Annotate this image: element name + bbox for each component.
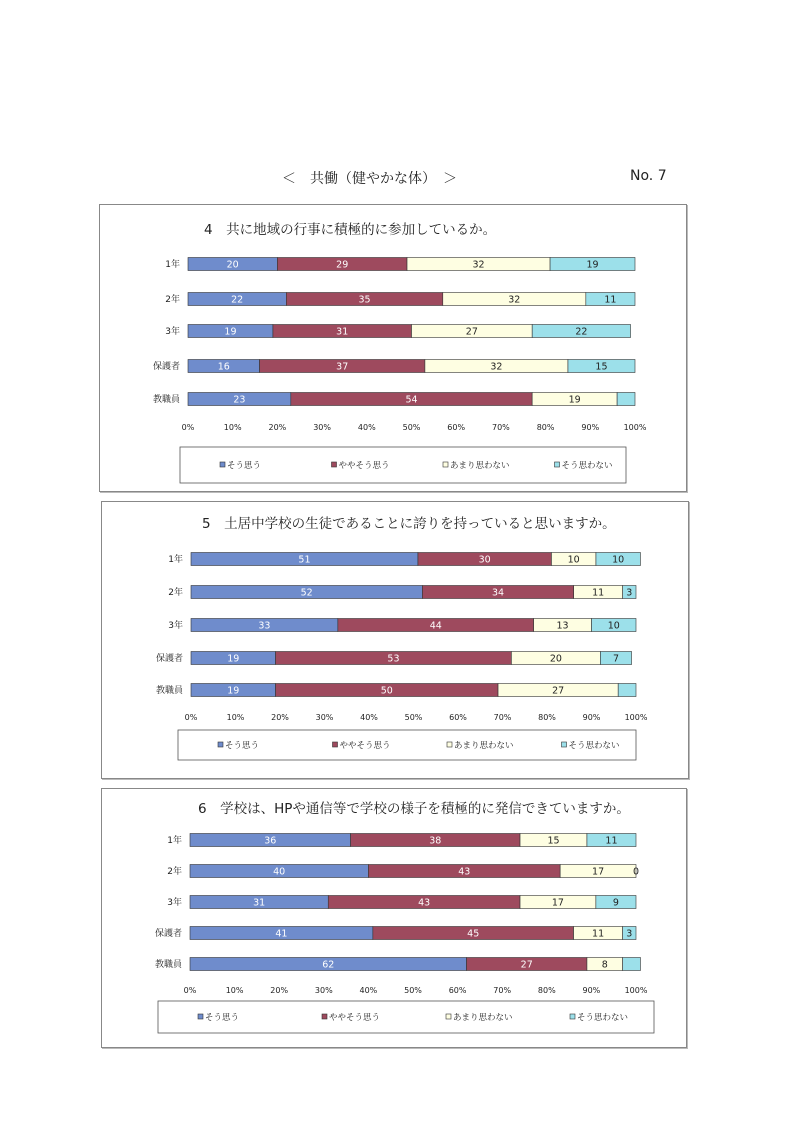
- x-tick-label: 70%: [492, 423, 510, 432]
- legend-swatch: [447, 742, 452, 747]
- x-tick-label: 20%: [271, 713, 289, 722]
- x-tick-label: 40%: [360, 713, 378, 722]
- data-label: 17: [551, 897, 564, 909]
- data-label: 23: [233, 394, 246, 406]
- data-label: 50: [380, 685, 393, 697]
- x-tick-label: 70%: [493, 986, 512, 995]
- category-label: 1年: [165, 260, 180, 270]
- data-label: 31: [253, 897, 266, 909]
- data-label: 35: [358, 294, 371, 306]
- legend-swatch: [562, 742, 567, 747]
- data-label: 15: [547, 835, 560, 847]
- x-tick-label: 80%: [536, 423, 555, 432]
- data-label: 36: [264, 835, 277, 847]
- legend-swatch: [198, 1014, 203, 1019]
- x-tick-label: 40%: [359, 986, 378, 995]
- bar-segment: [618, 684, 636, 697]
- legend-swatch: [332, 462, 337, 467]
- data-label: 3: [626, 587, 633, 599]
- data-label: 40: [273, 866, 286, 878]
- legend-swatch: [555, 462, 560, 467]
- category-label: 2年: [168, 588, 183, 598]
- x-tick-label: 60%: [449, 713, 467, 722]
- legend-label: そう思う: [227, 461, 262, 471]
- legend-swatch: [220, 462, 225, 467]
- data-label: 33: [258, 620, 271, 632]
- category-label: 3年: [168, 621, 183, 631]
- category-label: 保護者: [155, 654, 183, 664]
- category-label: 1年: [168, 555, 183, 565]
- chart-panel-q4: [99, 204, 687, 492]
- x-tick-label: 30%: [313, 423, 331, 432]
- data-label: 32: [490, 361, 503, 373]
- data-label: 45: [467, 928, 480, 940]
- data-label: 29: [336, 259, 349, 271]
- data-label: 19: [224, 326, 237, 338]
- chart-panel-q5: [101, 501, 689, 779]
- page-number: No. 7: [630, 168, 667, 184]
- data-label: 17: [592, 866, 605, 878]
- category-label: 2年: [167, 867, 182, 877]
- data-label: 34: [492, 587, 505, 599]
- x-tick-label: 50%: [402, 423, 421, 432]
- legend-label: あまり思わない: [450, 461, 510, 471]
- x-tick-label: 90%: [581, 423, 600, 432]
- x-tick-label: 60%: [447, 423, 466, 432]
- category-label: 2年: [165, 295, 180, 305]
- x-tick-label: 30%: [315, 713, 334, 722]
- legend-label: あまり思わない: [453, 1013, 513, 1023]
- chart-svg-q5: [102, 502, 688, 778]
- chart-title: 4 共に地域の行事に積極的に参加しているか。: [204, 222, 497, 238]
- legend-swatch: [446, 1014, 451, 1019]
- data-label: 10: [567, 554, 580, 566]
- data-label: 10: [612, 554, 625, 566]
- data-label: 8: [601, 959, 608, 971]
- data-label: 41: [275, 928, 288, 940]
- data-label: 7: [612, 653, 619, 665]
- category-label: 3年: [167, 898, 182, 908]
- data-label: 43: [458, 866, 471, 878]
- data-label: 19: [227, 653, 240, 665]
- x-tick-label: 10%: [225, 986, 244, 995]
- x-tick-label: 0%: [183, 986, 197, 995]
- data-label: 30: [478, 554, 491, 566]
- x-tick-label: 100%: [624, 986, 648, 995]
- category-label: 1年: [167, 836, 182, 846]
- legend-swatch: [333, 742, 338, 747]
- data-label: 53: [387, 653, 400, 665]
- legend-swatch: [443, 462, 448, 467]
- bar-segment: [623, 958, 641, 971]
- x-tick-label: 90%: [582, 986, 601, 995]
- legend-swatch: [570, 1014, 575, 1019]
- data-label: 20: [549, 653, 562, 665]
- data-label: 37: [336, 361, 349, 373]
- x-tick-label: 100%: [624, 713, 648, 722]
- data-label: 13: [556, 620, 569, 632]
- x-tick-label: 30%: [314, 986, 333, 995]
- x-tick-label: 50%: [404, 986, 422, 995]
- x-tick-label: 10%: [226, 713, 245, 722]
- data-label: 15: [595, 361, 608, 373]
- legend-swatch: [322, 1014, 327, 1019]
- legend-label: あまり思わない: [454, 741, 514, 751]
- data-label: 52: [300, 587, 313, 599]
- chart-panel-q6: [101, 788, 687, 1048]
- category-label: 教職員: [155, 686, 183, 696]
- data-label: 20: [226, 259, 239, 271]
- chart-svg-q4: [100, 205, 686, 491]
- data-label: 32: [472, 259, 485, 271]
- data-label: 11: [592, 587, 605, 599]
- chart-svg-q6: [102, 789, 686, 1047]
- data-label: 27: [520, 959, 533, 971]
- x-tick-label: 70%: [493, 713, 512, 722]
- legend-label: そう思わない: [577, 1013, 629, 1023]
- legend-label: そう思う: [205, 1013, 240, 1023]
- data-label: 22: [231, 294, 244, 306]
- chart-title: 6 学校は、HPや通信等で学校の様子を積極的に発信できていますか。: [198, 801, 630, 817]
- category-label: 保護者: [152, 362, 180, 372]
- legend-label: そう思う: [225, 741, 260, 751]
- x-tick-label: 60%: [448, 986, 467, 995]
- legend-swatch: [218, 742, 223, 747]
- data-label: 32: [508, 294, 521, 306]
- legend-label: そう思わない: [561, 461, 613, 471]
- chart-title: 5 土居中学校の生徒であることに誇りを持っていると思いますか。: [202, 516, 616, 532]
- data-label: 3: [626, 928, 633, 940]
- category-label: 3年: [165, 327, 180, 337]
- data-label: 54: [405, 394, 418, 406]
- bar-segment: [617, 393, 635, 406]
- data-label: 19: [227, 685, 240, 697]
- data-label: 31: [336, 326, 349, 338]
- data-label: 16: [217, 361, 230, 373]
- data-label: 27: [552, 685, 565, 697]
- x-tick-label: 0%: [184, 713, 198, 722]
- data-label: 27: [465, 326, 478, 338]
- legend-label: ややそう思う: [329, 1013, 381, 1023]
- x-tick-label: 0%: [181, 423, 195, 432]
- data-label: 11: [592, 928, 605, 940]
- data-label: 11: [604, 294, 617, 306]
- data-label: 0: [632, 866, 640, 878]
- data-label: 10: [607, 620, 620, 632]
- data-label: 9: [612, 897, 619, 909]
- x-tick-label: 20%: [270, 986, 289, 995]
- data-label: 51: [298, 554, 311, 566]
- data-label: 62: [322, 959, 335, 971]
- data-label: 38: [429, 835, 442, 847]
- data-label: 44: [429, 620, 442, 632]
- x-tick-label: 80%: [537, 986, 556, 995]
- category-label: 教職員: [152, 395, 180, 405]
- legend-label: ややそう思う: [338, 461, 390, 471]
- category-label: 保護者: [154, 929, 182, 939]
- x-tick-label: 80%: [538, 713, 556, 722]
- x-tick-label: 20%: [268, 423, 287, 432]
- legend-label: ややそう思う: [339, 741, 391, 751]
- data-label: 43: [418, 897, 431, 909]
- x-tick-label: 40%: [357, 423, 376, 432]
- page-header-title: ＜ 共働（健やかな体） ＞: [282, 171, 457, 187]
- x-tick-label: 90%: [582, 713, 601, 722]
- data-label: 22: [575, 326, 588, 338]
- x-tick-label: 100%: [623, 423, 647, 432]
- data-label: 11: [605, 835, 618, 847]
- x-tick-label: 50%: [404, 713, 423, 722]
- x-tick-label: 10%: [223, 423, 242, 432]
- legend-label: そう思わない: [568, 741, 620, 751]
- category-label: 教職員: [154, 960, 182, 970]
- data-label: 19: [568, 394, 581, 406]
- data-label: 19: [586, 259, 599, 271]
